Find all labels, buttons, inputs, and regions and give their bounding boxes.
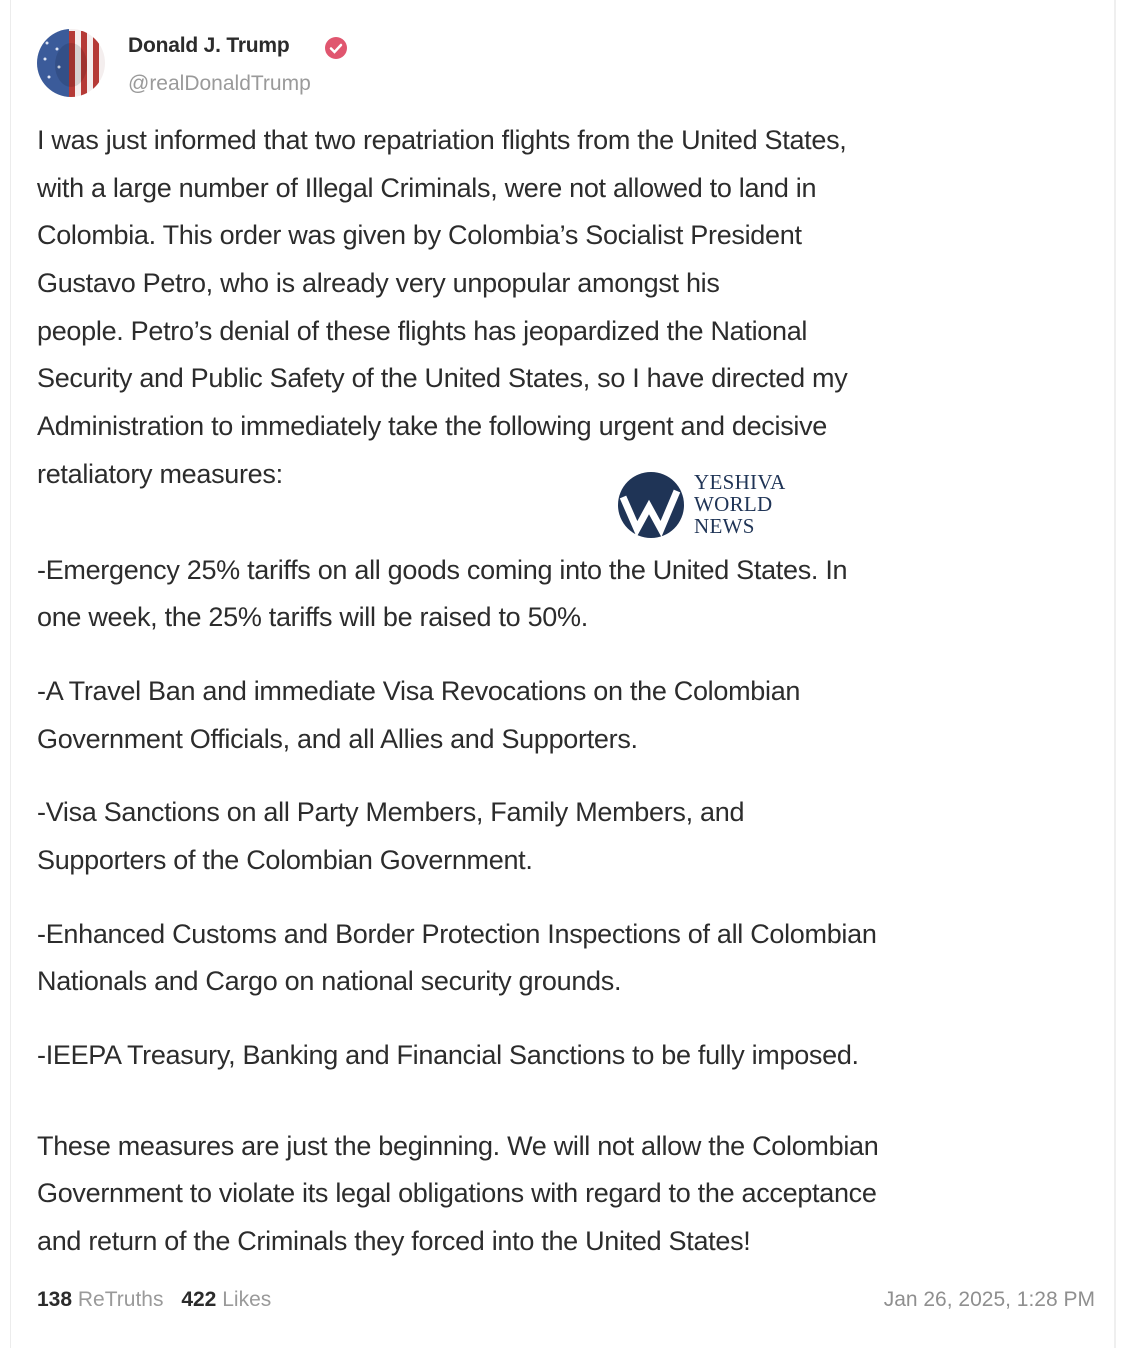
ywn-logo-icon <box>609 467 689 542</box>
post-footer <box>37 1288 1095 1312</box>
text-line: one week, the 25% tariffs will be raised to 50%. <box>37 602 588 633</box>
closing-paragraph <box>37 1123 1102 1266</box>
author-handle[interactable]: @realDonaldTrump <box>128 72 311 95</box>
text-line: -IEEPA Treasury, Banking and Financial Sanctions to be fully imposed. <box>37 1040 859 1070</box>
retruths-label: ReTruths <box>77 1288 164 1311</box>
text-line: Government Officials, and all Allies and Supporters. <box>37 723 638 754</box>
likes-count: 422 <box>181 1288 217 1311</box>
post-body <box>37 117 1102 1266</box>
watermark-line: WORLD <box>694 492 773 516</box>
text-line: I was just informed that two repatriation flights from the United States, <box>37 125 847 155</box>
yeshiva-world-news-watermark <box>609 467 809 542</box>
text-line: -A Travel Ban and immediate Visa Revocations on the Colombian <box>37 675 801 706</box>
text-line: These measures are just the beginning. We will not allow the Colombian <box>37 1130 879 1161</box>
text-line: Security and Public Safety of the United States, so I have directed my <box>37 363 848 394</box>
retruths-count: 138 <box>37 1288 73 1311</box>
measure-item <box>37 911 1102 1006</box>
intro-paragraph <box>37 117 1102 499</box>
text-line: and return of the Criminals they forced into the United States! <box>37 1226 751 1257</box>
post-timestamp[interactable]: Jan 26, 2025, 1:28 PM <box>883 1288 1095 1311</box>
likes-stat[interactable] <box>181 1288 271 1312</box>
text-line: Supporters of the Colombian Government. <box>37 844 533 875</box>
author-avatar[interactable] <box>37 29 105 97</box>
watermark-line: NEWS <box>694 514 755 538</box>
measure-item <box>37 547 1102 642</box>
text-line: people. Petro’s denial of these flights has jeopardized the National <box>37 315 808 346</box>
text-line: Gustavo Petro, who is already very unpopular amongst his <box>37 268 720 299</box>
text-line: Administration to immediately take the following urgent and decisive <box>37 411 828 442</box>
text-line: -Visa Sanctions on all Party Members, Family Members, and <box>37 797 745 828</box>
likes-label: Likes <box>222 1288 272 1311</box>
text-line: retaliatory measures: <box>37 458 283 489</box>
verified-badge-icon <box>325 37 347 59</box>
measure-item <box>37 668 1102 763</box>
retruths-stat[interactable] <box>37 1288 163 1312</box>
text-line: Colombia. This order was given by Colombia’s Socialist President <box>37 220 802 251</box>
text-line: -Enhanced Customs and Border Protection Inspections of all Colombian <box>37 918 877 949</box>
text-line: with a large number of Illegal Criminals, were not allowed to land in <box>37 172 817 203</box>
text-line: Government to violate its legal obligations with regard to the acceptance <box>37 1178 877 1209</box>
measure-item <box>37 1032 1102 1080</box>
text-line: Nationals and Cargo on national security grounds. <box>37 966 622 997</box>
avatar-flag-portrait-icon <box>37 29 105 97</box>
measure-item <box>37 789 1102 884</box>
author-name[interactable]: Donald J. Trump <box>128 34 290 57</box>
text-line: -Emergency 25% tariffs on all goods coming into the United States. In <box>37 554 848 585</box>
watermark-line: YESHIVA <box>694 470 786 494</box>
